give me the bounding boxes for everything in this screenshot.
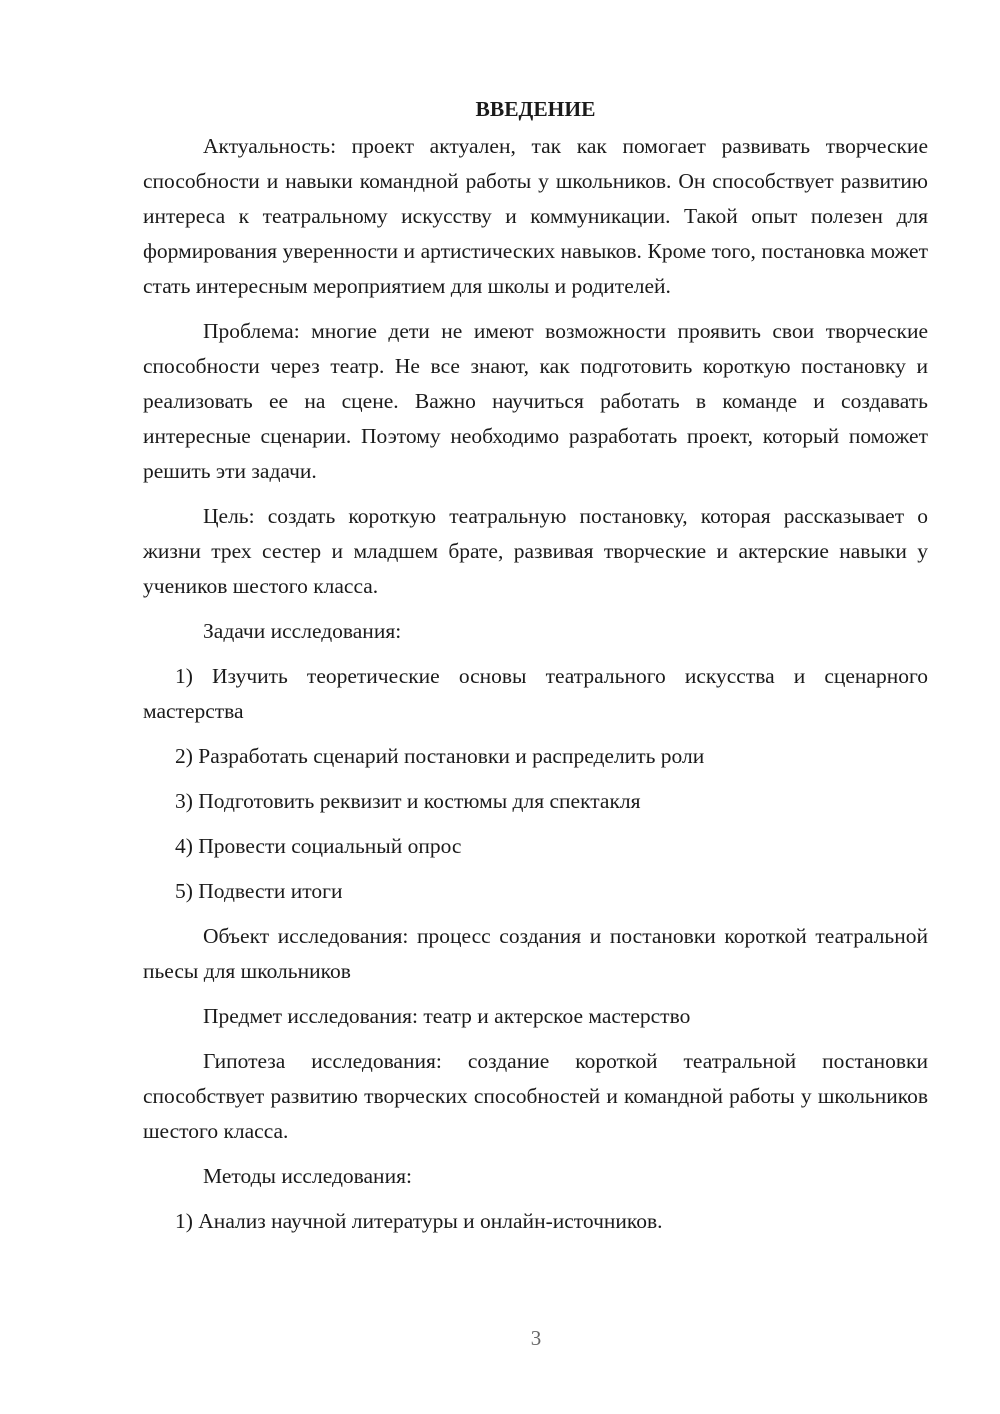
section-title: ВВЕДЕНИЕ: [475, 97, 596, 121]
goal-paragraph: Цель: создать короткую театральную постановку, которая рассказывает о жизни трех сестер и младшем брате, развивая творческие и актерские навыки у учеников шестого класса.: [143, 504, 928, 598]
task-item-4: 4) Провести социальный опрос: [175, 834, 462, 858]
task-item-3: 3) Подготовить реквизит и костюмы для спектакля: [175, 789, 641, 813]
task-item-2: 2) Разработать сценарий постановки и распределить роли: [175, 744, 705, 768]
hypothesis-paragraph: Гипотеза исследования: создание короткой театральной постановки способствует развитию творческих способностей и командной работы у школьников шестого класса.: [143, 1049, 928, 1143]
tasks-heading: Задачи исследования:: [203, 619, 402, 643]
method-item-1: 1) Анализ научной литературы и онлайн-источников.: [175, 1209, 663, 1233]
subject-paragraph: Предмет исследования: театр и актерское мастерство: [203, 1004, 691, 1028]
methods-heading: Методы исследования:: [203, 1164, 412, 1188]
document-page: [143, 92, 928, 1249]
relevance-paragraph: Актуальность: проект актуален, так как помогает развивать творческие способности и навыки командной работы у школьников. Он способствует развитию интереса к театральному искусству и коммуникации. Такой опыт полезен для формирования уверенности и артистических навыков. Кроме того, постановка может стать интересным мероприятием для школы и родителей.: [143, 134, 928, 298]
page-number: 3: [530, 1326, 542, 1350]
task-item-1: 1) Изучить теоретические основы театрального искусства и сценарного мастерства: [143, 664, 928, 723]
object-paragraph: Объект исследования: процесс создания и постановки короткой театральной пьесы для школьников: [143, 924, 928, 983]
task-item-5: 5) Подвести итоги: [175, 879, 343, 903]
problem-paragraph: Проблема: многие дети не имеют возможности проявить свои творческие способности через театр. Не все знают, как подготовить короткую постановку и реализовать ее на сцене. Важно научиться работать в команде и создавать интересные сценарии. Поэтому необходимо разработать проект, который поможет решить эти задачи.: [143, 319, 928, 483]
